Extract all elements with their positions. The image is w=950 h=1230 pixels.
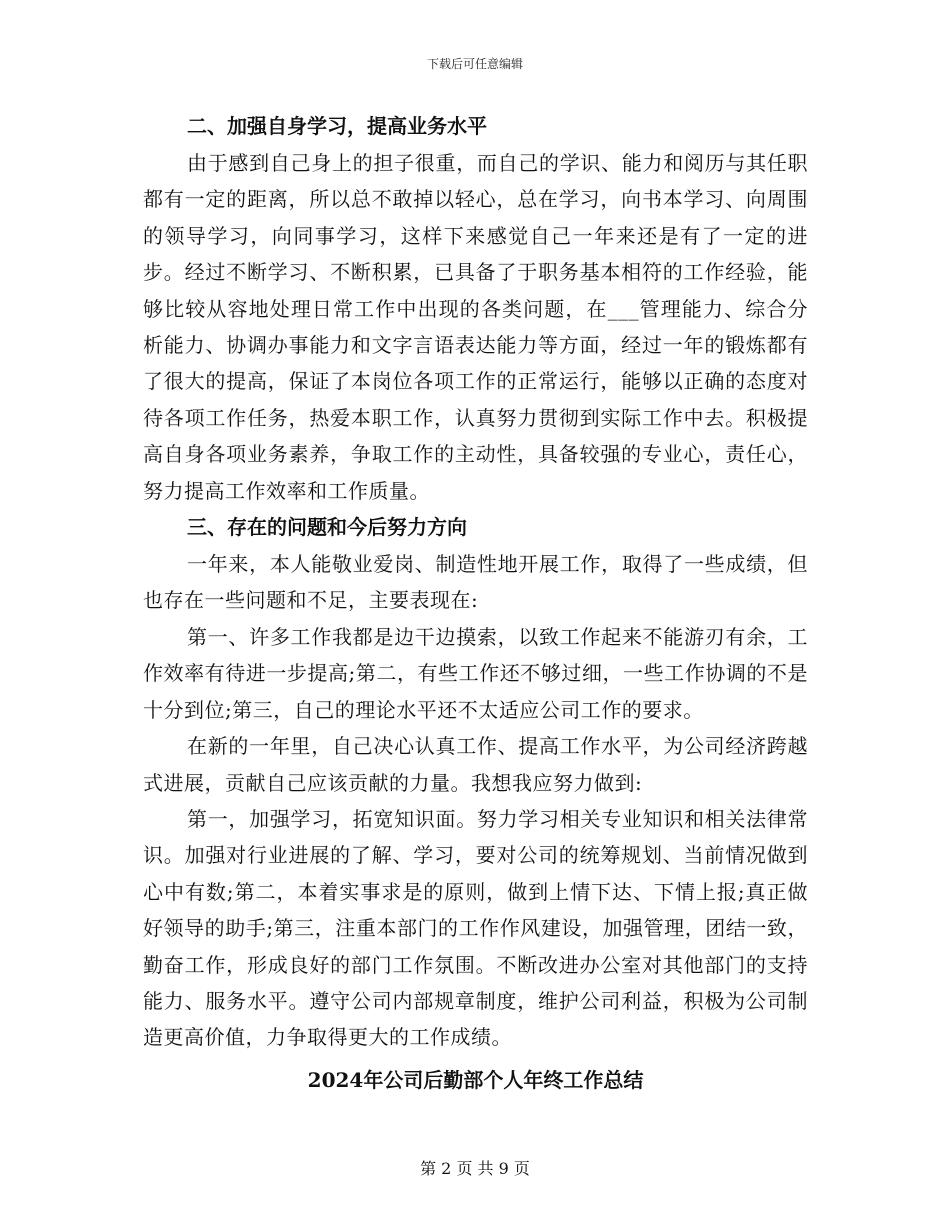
paragraph-plans: 第一，加强学习，拓宽知识面。努力学习相关专业知识和相关法律常识。加强对行业进展的了解、学习，要对公司的统筹规划、当前情况做到心中有数;第二，本着实事求是的原则，做到上情下达、下情上报;真正做好领导的助手;第三，注重本部门的工作作风建设，加强管理，团结一致，勤奋工作，形成良好的部门工作氛围。不断改进办公室对其他部门的支持能力、服务水平。遵守公司内部规章制度，维护公司利益，积极为公司制造更高价值，力争取得更大的工作成绩。 [143, 806, 808, 1050]
paragraph-study: 由于感到自己身上的担子很重，而自己的学识、能力和阅历与其任职都有一定的距离，所以总不敢掉以轻心，总在学习，向书本学习、向周围的领导学习，向同事学习，这样下来感觉自己一年来还是有了一定的进步。经过不断学习、不断积累，已具备了于职务基本相符的工作经验，能够比较从容地处理日常工作中出现的各类问题，在___管理能力、综合分析能力、协调办事能力和文字言语表达能力等方面，经过一年的锻炼都有了很大的提高，保证了本岗位各项工作的正常运行，能够以正确的态度对待各项工作任务，热爱本职工作，认真努力贯彻到实际工作中去。积极提高自身各项业务素养，争取工作的主动性，具备较强的专业心，责任心，努力提高工作效率和工作质量。 [143, 151, 808, 503]
paragraph-new-year: 在新的一年里，自己决心认真工作、提高工作水平，为公司经济跨越式进展，贡献自己应该贡献的力量。我想我应努力做到: [143, 734, 808, 795]
section-heading-3: 三、存在的问题和今后努力方向 [187, 515, 467, 540]
header-note: 下载后可任意编辑 [426, 57, 523, 71]
section-heading-2: 二、加强自身学习，提高业务水平 [187, 114, 487, 138]
next-document-title: 2024年公司后勤部个人年终工作总结 [307, 1067, 644, 1092]
paragraph-problems: 第一、许多工作我都是边干边摸索，以致工作起来不能游刃有余，工作效率有待进一步提高;第二，有些工作还不够过细，一些工作协调的不是十分到位;第三，自己的理论水平还不太适应公司工作的要求。 [143, 624, 808, 722]
page-number: 第 2 页 共 9 页 [420, 1159, 530, 1178]
document-body [143, 108, 808, 1099]
paragraph-overview: 一年来，本人能敬业爱岗、制造性地开展工作，取得了一些成绩，但也存在一些问题和不足，主要表现在: [143, 552, 808, 613]
